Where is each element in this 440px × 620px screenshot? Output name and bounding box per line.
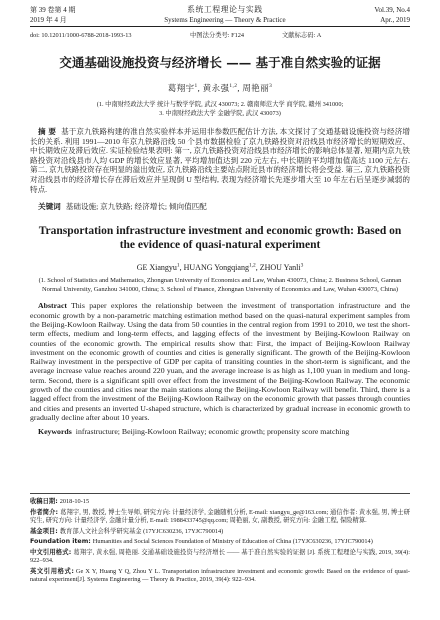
abstract-label-cn: 摘 要: [38, 127, 57, 136]
title-cn: 交通基础设施投资与经济增长 —— 基于准自然实验的证据: [59, 55, 381, 70]
author-list-cn: [30, 83, 410, 94]
abstract-cn: [30, 127, 410, 194]
issue-date: 2019 年 4 月: [30, 16, 67, 24]
document-code: 文献标志码: A: [282, 32, 322, 39]
affiliations-cn: [30, 100, 410, 118]
author-affiliation-mark: 3: [269, 83, 273, 90]
author-separator: ,: [197, 83, 203, 93]
footnote-label: Foundation item:: [30, 538, 91, 546]
footnote-label: 英文引用格式:: [30, 567, 74, 575]
journal-header: [30, 5, 410, 27]
author-affiliation-mark: 1,2: [229, 83, 238, 90]
author-name: 周艳丽: [242, 83, 270, 93]
affiliation-line: 3. 中南财经政法大学 金融学院, 武汉 430073): [159, 110, 281, 117]
footnote-received: [30, 498, 410, 506]
keywords-label-en: Keywords: [38, 427, 72, 437]
header-right: [374, 5, 410, 26]
header-left: [30, 5, 76, 26]
author-affiliation-mark: 1: [176, 262, 180, 269]
author-name: HUANG Yongqiang: [183, 263, 249, 273]
keywords-cn: [30, 202, 410, 212]
footnote-author-bio: [30, 509, 410, 525]
footnote-citation-en: [30, 568, 410, 584]
journal-name-cn: 系统工程理论与实践: [187, 5, 263, 14]
author-affiliation-mark: 1: [194, 83, 198, 90]
footnote-label: 收稿日期:: [30, 498, 58, 505]
keywords-label-cn: 关键词: [38, 202, 61, 212]
doi: doi: 10.12011/1000-6788-2018-1993-13: [30, 32, 132, 39]
abstract-en: [30, 301, 410, 422]
author-affiliation-mark: 3: [300, 262, 304, 269]
affiliations-en: (1. School of Statistics and Mathematics, Zhongnan University of Economics and Law, Wuhan 430073, China; 2. Business School, Gannan Normal University, Ganzhou 341000, China; 3. School of Finance, Zhongnan University of Economics and Law, Wuhan 430073, China): [38, 277, 402, 293]
author-name: GE Xiangyu: [136, 263, 177, 273]
footnote-text: 葛翔宇, 男, 教授, 博士生导师, 研究方向: 计量经济学, 金融随机分析, E-mail: xiangyu_ge@163.com; 通信作者: 黄永强, 男, 博士研究生, 研究方向: 计量经济学, 金融计量分析, E-mail: 1988433745@qq.com; 周艳丽, 女, 副教授, 研究方向: 金融工程, 保险精算.: [30, 508, 410, 524]
author-list-en: [30, 262, 410, 273]
footnote-label: 基金项目:: [30, 527, 58, 535]
author-affiliation-mark: 1,2: [248, 262, 256, 269]
footnote-citation-cn: [30, 549, 410, 565]
keywords-text-cn: 基础设施; 京九铁路; 经济增长; 倾向值匹配: [65, 202, 207, 212]
author-name: ZHOU Yanli: [259, 263, 301, 273]
footnote-text: 教育部人文社会科学研究基金 (17YJC630236, 17YJC790014): [59, 527, 224, 535]
footnote-text: Humanities and Social Sciences Foundation of Ministry of Education of China (17YJC630236, 17YJC790014): [92, 538, 373, 546]
footnotes: [30, 493, 410, 587]
author-separator: ,: [237, 83, 243, 93]
volume-issue: 第 39 卷第 4 期: [30, 6, 76, 14]
footnote-text: 葛翔宇, 黄永强, 周艳丽. 交通基础设施投资与经济增长 —— 基于准自然实验的证据 [J]. 系统工程理论与实践, 2019, 39(4): 922–934.: [30, 549, 410, 565]
title-en: Transportation infrastructure investment and economic growth: Based on the evidence of quasi-natural experiment: [38, 225, 402, 252]
journal-name-en: Systems Engineering — Theory & Practice: [164, 16, 286, 24]
volume-issue-en: Vol.39, No.4: [374, 6, 410, 14]
issue-date-en: Apr., 2019: [380, 16, 410, 24]
abstract-label-en: Abstract: [38, 301, 68, 311]
author-name: 葛翔宇: [167, 83, 195, 93]
author-separator: ,: [255, 263, 260, 273]
author-separator: ,: [179, 263, 184, 273]
abstract-text-cn: 基于京九铁路构建的准自然实验样本并运用非参数匹配估计方法, 本文探讨了交通基础设施投资与经济增长的关系. 利用 1991—2010 年京九铁路沿线 50 个县市数据检验了京九铁路投资对沿线县市经济增长的短期效应、中长期效应及滞后效应. 实证检验结果表明: 第一, 京九铁路投资对沿线县市经济增长的影响总体显著, 短期内京九铁路投资对沿线县市人均 GDP 的增长效应显著, 平均增加值达到 220 元左右, 中长期的平均增加值高达 1100 元左右. 第二, 京九铁路投资存在明显的溢出效应, 京九铁路沿线主要站点附近县市的经济增长将会受益. 第三, 京九铁路投资对沿线县市的经济增长存在滞后效应并呈现倒 U 型结构, 表现为经济增长先逐步增大至 10 年左右后呈逐步减弱的特点.: [30, 127, 410, 194]
header-center: [164, 5, 285, 26]
author-name: 黄永强: [202, 83, 230, 93]
footnote-text: 2018-10-15: [59, 498, 90, 505]
abstract-text-en: This paper explores the relationship between the investment of transportation infrastructure and the economic growth by a non-parametric matching estimation method based on the quasi-natural experiment samples from the Beijing-Kowloon Railway. Using the data from 50 counties in the central region from 1991 to 2010, we test the short-term effects, medium and long-term effects, and lagging effects of the investment by Beijing-Kowloon Railway on counties of the economic growth. The empirical results show that: First, the impact of Beijing-Kowloon Railway investment on the economic growth of counties and cities is generally significant. The growth of the Beijing-Kowloon Railway investment in the perspective of GDP per capita of transiting counties in the short-term is significant, and the average increase value reaches around 220 yuan, and the average increase is as high as 1,100 yuan in medium and long-term. Second, there is a significant spill over effect from the investment of the Beijing-Kowloon Railway. The economic growth of the counties and cities near the main stations along the Beijing-Kowloon Railway will benefit. Third, there is a lagged effect from the investment of the Beijing-Kowloon Railway on the economic growth that passes through counties and cities and presents an inverted U-shaped structure, which is characterized by gradual increase in economic growth to gradually decline after about 10 years.: [30, 301, 410, 422]
keywords-text-en: infrastructure; Beijing-Kowloon Railway; economic growth; propensity score matching: [75, 427, 350, 437]
footnote-label: 中文引用格式:: [30, 549, 72, 557]
affiliation-line: (1. 中南财经政法大学 统计与数学学院, 武汉 430073; 2. 赣南师范大学 商学院, 赣州 341000;: [96, 101, 344, 108]
footnote-fund-en: [30, 538, 410, 546]
footnote-text: Ge X Y, Huang Y Q, Zhou Y L. Transportation infrastructure investment and economic growth: Based on the evidence of quasi-natural experiment[J]. Systems Engineering — Theory & Practice, 2019, 39(4): 922–934.: [30, 567, 410, 584]
classification-code: 中图法分类号: F124: [190, 32, 245, 39]
article-meta-line: [30, 31, 410, 40]
footnote-fund-cn: [30, 528, 410, 536]
footnote-label: 作者简介:: [30, 508, 59, 516]
keywords-en: [30, 427, 410, 436]
